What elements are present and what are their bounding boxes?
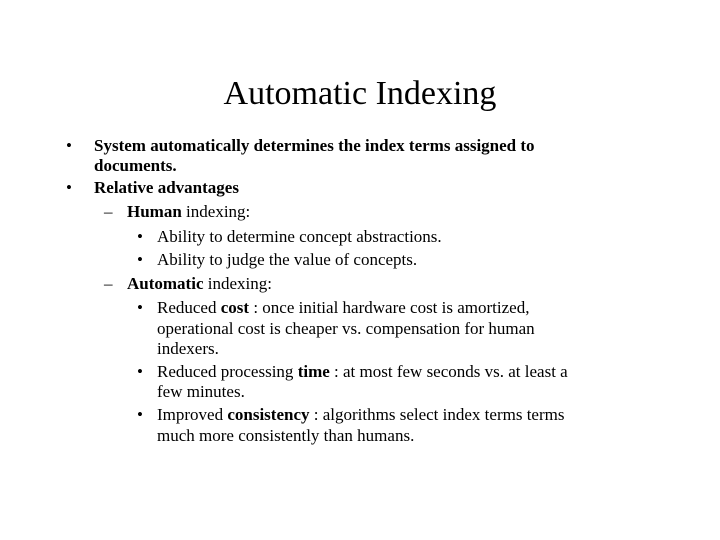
automatic-rest: indexing: [203, 274, 272, 293]
bullet-advantages-bold: Relative advantages [94, 178, 239, 197]
consistency-pre: Improved [157, 405, 228, 424]
human-item-value: Ability to judge the value of concepts. [157, 250, 418, 269]
human-item-abstractions: Ability to determine concept abstractions. [157, 227, 442, 246]
bullet-system-bold: System automatically determines the index terms assigned to [94, 136, 535, 155]
time-continuation-1: few minutes. [157, 382, 245, 401]
bullet-glyph: • [137, 405, 143, 424]
human-rest: indexing: [181, 202, 251, 221]
slide-title: Automatic Indexing [223, 75, 497, 112]
bullet-glyph: • [66, 136, 72, 155]
cost-continuation-1: operational cost is cheaper vs. compensation for human [157, 319, 535, 338]
cost-bold: cost [220, 298, 250, 317]
automatic-bold: Automatic [127, 274, 204, 293]
time-post: : at most few seconds vs. at least a [329, 362, 568, 381]
bullet-glyph: • [137, 250, 143, 269]
time-pre: Reduced processing [157, 362, 298, 381]
sub-automatic-indexing [127, 273, 272, 294]
consistency-post: : algorithms select index terms terms [309, 405, 565, 424]
automatic-item-consistency [157, 404, 564, 425]
bullet-glyph: • [66, 178, 72, 197]
bullet-system-text [94, 135, 535, 156]
sub-human-indexing [127, 201, 250, 222]
bullet-system-continuation [94, 155, 177, 176]
cost-pre: Reduced [157, 298, 221, 317]
automatic-item-cost [157, 297, 529, 318]
human-bold: Human [127, 202, 182, 221]
cost-continuation-2: indexers. [157, 339, 219, 358]
bullet-glyph: • [137, 227, 143, 246]
time-bold: time [297, 362, 330, 381]
bullet-glyph: • [137, 298, 143, 317]
dash-glyph: – [104, 274, 113, 293]
bullet-system-bold-cont: documents. [94, 156, 177, 175]
consistency-bold: consistency [227, 405, 310, 424]
automatic-item-time [157, 361, 568, 382]
consistency-continuation-1: much more consistently than humans. [157, 426, 415, 445]
dash-glyph: – [104, 202, 113, 221]
bullet-glyph: • [137, 362, 143, 381]
bullet-advantages-text [94, 177, 239, 198]
cost-post: : once initial hardware cost is amortized, [249, 298, 530, 317]
